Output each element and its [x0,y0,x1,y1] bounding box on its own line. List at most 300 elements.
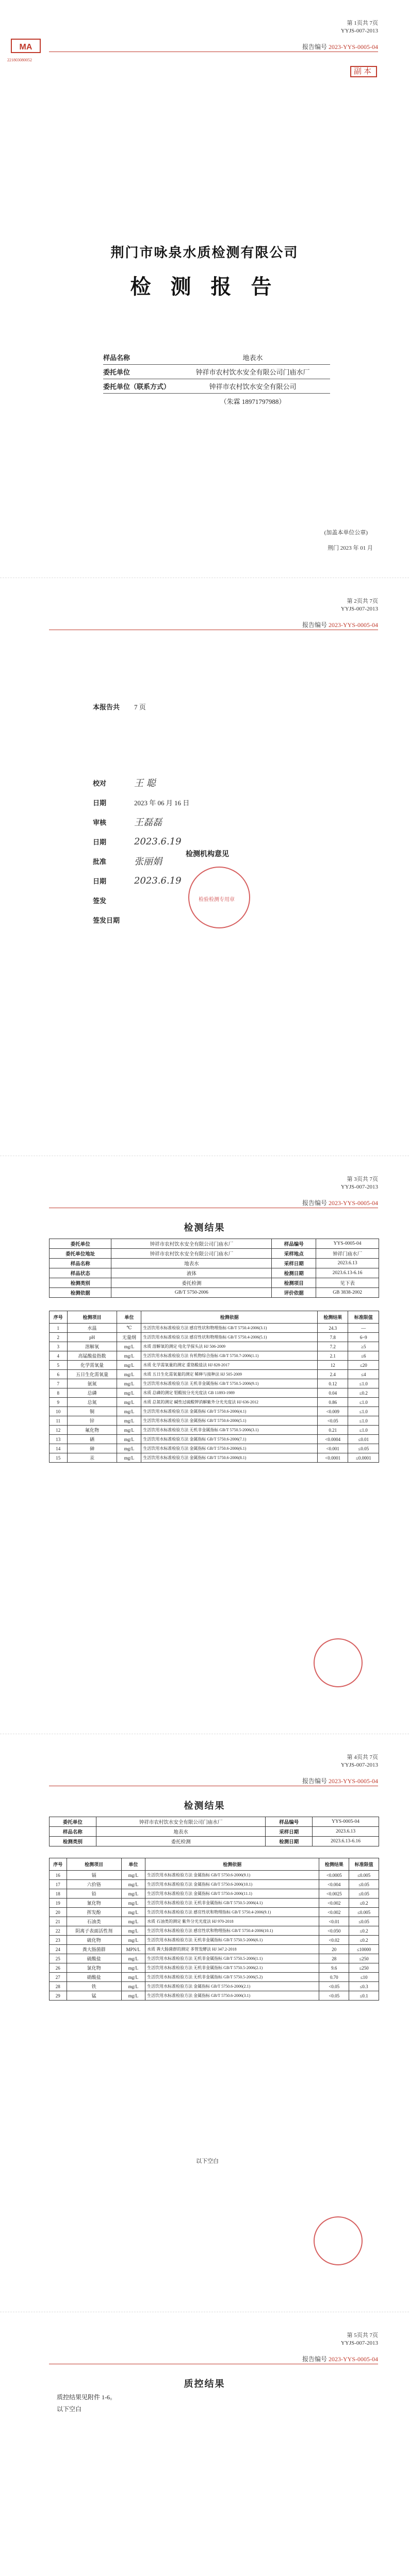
table-cell: 砷 [67,1444,117,1453]
table-row [50,1361,379,1370]
table-cell: 20 [319,1945,349,1954]
info-value: 钟祥市农村饮水安全有限公司门庙水厂 [96,1817,266,1827]
table-cell: <0.009 [318,1407,348,1416]
table-end-note: 以下空白 [196,2158,219,2164]
table-cell: 粪大肠菌群 [67,1945,121,1954]
info-value: 钟祥门庙水厂 [316,1249,379,1259]
table-cell: 12 [318,1361,348,1370]
table-row [50,1426,379,1435]
qc-line: 以下空白 [57,2405,82,2413]
table-cell: 7.8 [318,1333,348,1342]
table-cell: 生活饮用水标准检验方法 金属指标 GB/T 5750.6-2006(9.1) [145,1871,319,1880]
table-row [50,1453,379,1463]
info-value: 委托检测 [111,1278,272,1288]
table-cell: 2.4 [318,1370,348,1379]
table-cell: 六价铬 [67,1880,121,1889]
table-row [50,1982,379,1991]
table-cell: 0.86 [318,1398,348,1407]
inspection-seal [314,2216,363,2265]
table-cell: 生活饮用水标准检验方法 感官性状和物理指标 GB/T 5750.4-2006(5.1) [141,1333,318,1342]
table-cell: ≤0.05 [349,1917,379,1926]
svg-text:MA: MA [19,43,32,52]
table-row [50,1333,379,1342]
table-cell: 6~9 [348,1333,379,1342]
table-cell: 4 [50,1351,68,1361]
table-cell: 氰化物 [67,1899,121,1908]
cover-row: 委托单位（联系方式） 钟祥市农村饮水安全有限公司 [103,379,330,394]
table-cell: 生活饮用水标准检验方法 有机物综合指标 GB/T 5750.7-2006(1.1) [141,1351,318,1361]
table-cell: 21 [50,1917,67,1926]
table-row [50,1917,379,1926]
table-cell: 7.2 [318,1342,348,1351]
table-cell: 溶解氧 [67,1342,117,1351]
sig-row: 签发日期 [93,916,120,924]
table-cell: mg/L [117,1361,141,1370]
table-cell: mg/L [121,1917,145,1926]
table-row [50,1416,379,1426]
table-row [50,1926,379,1936]
table-cell: mg/L [121,1880,145,1889]
info-row [50,1278,379,1288]
inspection-seal [314,1638,363,1687]
info-value: 2023.6.13 [313,1827,379,1837]
table-cell: 9.6 [319,1963,349,1973]
column-header: 检测项目 [67,1311,117,1324]
sig-row: 日期 2023.6.19 [93,875,182,886]
table-cell: mg/L [117,1351,141,1361]
table-cell: ≤0.1 [349,1991,379,2001]
info-label: 样品编号 [272,1239,316,1249]
table-cell: <0.0025 [319,1889,349,1899]
table-cell: mg/L [117,1416,141,1426]
table-cell: 石油类 [67,1917,121,1926]
info-label: 采样地点 [272,1249,316,1259]
table-cell: 11 [50,1416,68,1426]
results-page-2 [0,1734,409,2312]
info-row [50,1259,379,1268]
table-cell: ≤0.05 [349,1880,379,1889]
table-cell: 10 [50,1407,68,1416]
table-cell: MPN/L [121,1945,145,1954]
table-cell: <0.0005 [319,1871,349,1880]
table-cell: 17 [50,1880,67,1889]
info-value: 钟祥市农村饮水安全有限公司门庙水厂 [111,1249,272,1259]
table-cell: — [348,1324,379,1333]
sig-row: 本报告共 7 页 [93,703,146,711]
table-cell: ≤0.005 [349,1871,379,1880]
table-cell: <0.004 [319,1880,349,1889]
table-cell: 水温 [67,1324,117,1333]
results-table [49,1858,379,2001]
table-row [50,1342,379,1351]
info-value: 见下表 [316,1278,379,1288]
page-indicator: 第 3页共 7页 YYJS-007-2013 [340,1176,378,1190]
table-cell: <0.050 [319,1926,349,1936]
table-cell: 0.12 [318,1379,348,1388]
table-cell: 锰 [67,1991,121,2001]
table-cell: 23 [50,1936,67,1945]
cma-logo [10,36,41,57]
table-cell: mg/L [117,1379,141,1388]
table-cell: ≤0.0001 [348,1453,379,1463]
table-cell: 铅 [67,1889,121,1899]
table-cell: mg/L [121,1926,145,1936]
table-cell: 生活饮用水标准检验方法 金属指标 GB/T 5750.6-2006(3.1) [145,1991,319,2001]
table-cell: 阴离子表面活性剂 [67,1926,121,1936]
table-cell: 28 [319,1954,349,1963]
column-header: 检测依据 [141,1311,318,1324]
table-cell: 总磷 [67,1388,117,1398]
info-value: 地表水 [111,1259,272,1268]
table-cell: mg/L [117,1370,141,1379]
column-header: 序号 [50,1311,68,1324]
info-value: 2023.6.13 [316,1259,379,1268]
table-cell: 硫酸盐 [67,1954,121,1963]
table-cell: 硒 [67,1435,117,1444]
table-cell: <0.05 [318,1416,348,1426]
info-label: 样品编号 [266,1817,313,1827]
table-cell: mg/L [117,1398,141,1407]
table-cell: 6 [50,1370,68,1379]
table-cell: mg/L [121,1889,145,1899]
table-cell: <0.0004 [318,1435,348,1444]
table-cell: 生活饮用水标准检验方法 金属指标 GB/T 5750.6-2006(8.1) [141,1453,318,1463]
table-cell: 生活饮用水标准检验方法 金属指标 GB/T 5750.6-2006(5.1) [141,1416,318,1426]
table-cell: 生活饮用水标准检验方法 金属指标 GB/T 5750.6-2006(11.1) [145,1889,319,1899]
cover-page [0,0,409,578]
table-cell: ≤0.2 [349,1926,379,1936]
sig-row: 日期 2023.6.19 [93,836,182,847]
table-row [50,1880,379,1889]
qc-content [57,2389,356,2416]
table-cell: 2.1 [318,1351,348,1361]
table-cell: 挥发酚 [67,1908,121,1917]
table-cell: 生活饮用水标准检验方法 金属指标 GB/T 5750.6-2006(2.1) [145,1982,319,1991]
info-label: 检测日期 [272,1268,316,1278]
table-cell: 18 [50,1889,67,1899]
table-cell: 27 [50,1973,67,1982]
table-cell: mg/L [121,1954,145,1963]
table-cell: ≤1.0 [348,1398,379,1407]
page-indicator: 第 1页共 7页 YYJS-007-2013 [340,20,378,34]
table-cell: 五日生化需氧量 [67,1370,117,1379]
table-cell: pH [67,1333,117,1342]
table-row [50,1908,379,1917]
table-cell: 氯化物 [67,1963,121,1973]
table-cell: 0.04 [318,1388,348,1398]
info-row [50,1827,379,1837]
table-row [50,1871,379,1880]
table-cell: 锌 [67,1416,117,1426]
table-row [50,1954,379,1963]
table-row [50,1379,379,1388]
table-cell: 无量纲 [117,1333,141,1342]
table-cell: 铜 [67,1407,117,1416]
table-cell: <0.05 [319,1991,349,2001]
info-value: 钟祥市农村饮水安全有限公司门庙水厂 [111,1239,272,1249]
table-cell: ≤0.3 [349,1982,379,1991]
special-seal-title: 检测机构意见 [186,851,229,858]
company-name: 荆门市咏泉水质检测有限公司 [110,245,299,260]
info-value: YYS-0005-04 [316,1239,379,1249]
table-cell: 29 [50,1991,67,2001]
table-row [50,1889,379,1899]
table-cell: 26 [50,1963,67,1973]
table-cell: 汞 [67,1453,117,1463]
table-row [50,1963,379,1973]
table-cell: 生活饮用水标准检验方法 无机非金属指标 GB/T 5750.5-2006(2.1) [145,1963,319,1973]
table-cell: ≤1.0 [348,1407,379,1416]
table-cell: 19 [50,1899,67,1908]
sample-info-table [49,1817,379,1846]
table-cell: ≥5 [348,1342,379,1351]
signature-page [0,578,409,1156]
table-row [50,1370,379,1379]
table-cell: <0.01 [319,1917,349,1926]
page-indicator: 第 4页共 7页 YYJS-007-2013 [340,1754,378,1768]
table-cell: 生活饮用水标准检验方法 无机非金属指标 GB/T 5750.5-2006(6.1) [145,1936,319,1945]
table-cell: <0.05 [319,1982,349,1991]
table-cell: mg/L [121,1871,145,1880]
column-header: 单位 [117,1311,141,1324]
section-title: 检测结果 [184,1223,225,1233]
table-row [50,1388,379,1398]
report-title: 检 测 报 告 [130,275,279,298]
cma-number: 221803080052 [7,58,32,62]
signature-block [93,697,189,929]
info-label: 委托单位 [50,1239,111,1249]
info-label: 样品名称 [50,1827,96,1837]
table-cell: mg/L [117,1435,141,1444]
sample-info-table [49,1239,379,1298]
info-value: YYS-0005-04 [313,1817,379,1827]
column-header: 检测项目 [67,1858,121,1871]
table-cell: 12 [50,1426,68,1435]
table-cell: 24 [50,1945,67,1954]
table-cell: ≤0.05 [349,1889,379,1899]
copy-stamp: 副本 [350,66,377,77]
table-cell: 生活饮用水标准检验方法 金属指标 GB/T 5750.6-2006(7.1) [141,1435,318,1444]
table-cell: mg/L [117,1426,141,1435]
info-label: 采样日期 [266,1827,313,1837]
table-cell: 生活饮用水标准检验方法 感官性状和物理指标 GB/T 5750.4-2006(9.1) [145,1908,319,1917]
column-header: 检测依据 [145,1858,319,1871]
table-cell: mg/L [121,1908,145,1917]
table-cell: mg/L [117,1342,141,1351]
report-number: 报告编号 2023-YYS-0005-04 [302,1777,378,1785]
info-label: 检测类别 [50,1278,111,1288]
sig-row: 签发 [93,896,107,905]
table-cell: mg/L [121,1982,145,1991]
table-cell: 0.21 [318,1426,348,1435]
table-cell: 水质 石油类的测定 紫外分光光度法 HJ 970-2018 [145,1917,319,1926]
column-header: 单位 [121,1858,145,1871]
table-cell: mg/L [117,1453,141,1463]
column-header: 序号 [50,1858,67,1871]
table-cell: 氨氮 [67,1379,117,1388]
table-cell: <0.02 [319,1936,349,1945]
table-cell: ≤1.0 [348,1416,379,1426]
table-cell: 生活饮用水标准检验方法 感官性状和物理指标 GB/T 5750.4-2006(10.1) [145,1926,319,1936]
table-cell: 生活饮用水标准检验方法 无机非金属指标 GB/T 5750.5-2006(4.1) [145,1899,319,1908]
report-number: 报告编号 2023-YYS-0005-04 [302,2355,378,2363]
table-cell: <0.002 [319,1908,349,1917]
table-cell: ≤0.2 [348,1388,379,1398]
table-cell: ℃ [117,1324,141,1333]
info-value: 委托检测 [96,1837,266,1846]
info-row [50,1249,379,1259]
info-value: GB/T 5750-2006 [111,1288,272,1298]
cover-row: （朱霖 18971797988） [220,398,286,405]
section-title: 检测结果 [184,1801,225,1811]
table-cell: 5 [50,1361,68,1370]
results-page-1 [0,1156,409,1734]
info-row [50,1817,379,1827]
info-label: 检测类别 [50,1837,96,1846]
table-cell: ≤20 [348,1361,379,1370]
info-label: 检测项目 [272,1278,316,1288]
table-row [50,1444,379,1453]
table-cell: 22 [50,1926,67,1936]
info-value: 2023.6.13-6.16 [316,1268,379,1278]
table-cell: 0.70 [319,1973,349,1982]
report-number: 报告编号 2023-YYS-0005-04 [302,1199,378,1207]
table-cell: 生活饮用水标准检验方法 无机非金属指标 GB/T 5750.5-2006(1.1) [145,1954,319,1963]
table-cell: 13 [50,1435,68,1444]
info-label: 评价依据 [272,1288,316,1298]
table-cell: 生活饮用水标准检验方法 感官性状和物理指标 GB/T 5750.4-2006(3.1) [141,1324,318,1333]
info-label: 采样日期 [272,1259,316,1268]
table-row [50,1398,379,1407]
table-cell: 高锰酸盐指数 [67,1351,117,1361]
table-row [50,1435,379,1444]
table-cell: 14 [50,1444,68,1453]
info-label: 委托单位 [50,1817,96,1827]
table-cell: ≤250 [349,1954,379,1963]
info-label: 样品名称 [50,1259,111,1268]
info-label: 检测依据 [50,1288,111,1298]
table-cell: 水质 总氮的测定 碱性过硫酸钾消解紫外分光光度法 HJ 636-2012 [141,1398,318,1407]
table-cell: ≤0.2 [349,1899,379,1908]
table-cell: 20 [50,1908,67,1917]
section-title: 质控结果 [184,2379,225,2389]
table-cell: ≤4 [348,1370,379,1379]
sig-row: 日期 2023 年 06 月 16 日 [93,799,190,807]
report-number: 报告编号 2023-YYS-0005-04 [302,43,378,50]
page-indicator: 第 2页共 7页 YYJS-007-2013 [340,598,378,612]
table-row [50,1351,379,1361]
table-cell: ≤0.05 [348,1444,379,1453]
column-header: 检测结果 [318,1311,348,1324]
column-header: 检测结果 [319,1858,349,1871]
cover-footer: 荆门 2023 年 01 月 [328,545,373,551]
table-cell: <0.002 [319,1899,349,1908]
column-header: 标准限值 [348,1311,379,1324]
info-row [50,1268,379,1278]
table-cell: <0.001 [318,1444,348,1453]
table-cell: ≤6 [348,1351,379,1361]
table-row [50,1945,379,1954]
table-cell: 生活饮用水标准检验方法 金属指标 GB/T 5750.6-2006(10.1) [145,1880,319,1889]
info-row [50,1239,379,1249]
table-cell: ≤0.005 [349,1908,379,1917]
table-row [50,1407,379,1416]
table-cell: ≤10 [349,1973,379,1982]
info-row [50,1288,379,1298]
page-indicator: 第 5页共 7页 YYJS-007-2013 [340,2332,378,2346]
table-row [50,1324,379,1333]
cover-info [103,350,330,408]
table-cell: 硝酸盐 [67,1973,121,1982]
table-cell: 28 [50,1982,67,1991]
sig-row: 批准 张丽娟 [93,856,162,867]
info-value: 液体 [111,1268,272,1278]
seal-text: 检验检测专用章 [199,897,235,903]
table-cell: mg/L [117,1444,141,1453]
table-cell: <0.0001 [318,1453,348,1463]
sig-row: 审核 王磊磊 [93,817,162,828]
table-cell: 水质 粪大肠菌群的测定 多管发酵法 HJ 347.2-2018 [145,1945,319,1954]
table-cell: mg/L [121,1899,145,1908]
info-label: 检测日期 [266,1837,313,1846]
table-cell: ≤0.01 [348,1435,379,1444]
qc-line: 质控结果见附件 1-6。 [57,2394,116,2401]
table-cell: mg/L [117,1388,141,1398]
results-table [49,1311,379,1463]
table-cell: 水质 溶解氧的测定 电化学探头法 HJ 506-2009 [141,1342,318,1351]
table-cell: 1 [50,1324,68,1333]
report-number: 报告编号 2023-YYS-0005-04 [302,621,378,629]
table-cell: 氟化物 [67,1426,117,1435]
info-value: 地表水 [96,1827,266,1837]
table-cell: ≤10000 [349,1945,379,1954]
table-cell: 15 [50,1453,68,1463]
table-cell: 25 [50,1954,67,1963]
info-value: 2023.6.13-6.16 [313,1837,379,1846]
table-cell: 镉 [67,1871,121,1880]
table-cell: 2 [50,1333,68,1342]
table-cell: 生活饮用水标准检验方法 无机非金属指标 GB/T 5750.5-2006(9.1) [141,1379,318,1388]
table-cell: 24.3 [318,1324,348,1333]
table-cell: mg/L [121,1963,145,1973]
table-cell: mg/L [117,1407,141,1416]
table-cell: 水质 化学需氧量的测定 重铬酸盐法 HJ 828-2017 [141,1361,318,1370]
column-header: 标准限值 [349,1858,379,1871]
table-cell: 水质 总磷的测定 钼酸铵分光光度法 GB 11893-1989 [141,1388,318,1398]
table-cell: mg/L [121,1991,145,2001]
table-cell: ≤0.2 [349,1936,379,1945]
table-cell: 9 [50,1398,68,1407]
qc-page [0,2312,409,2576]
info-label: 委托单位地址 [50,1249,111,1259]
info-value: GB 3838-2002 [316,1288,379,1298]
table-cell: 硫化物 [67,1936,121,1945]
table-cell: 化学需氧量 [67,1361,117,1370]
info-row [50,1837,379,1846]
table-row [50,1991,379,2001]
stamp-note: (加盖本单位公章) [324,530,368,536]
table-cell: 3 [50,1342,68,1351]
table-cell: 水质 五日生化需氧量的测定 稀释与接种法 HJ 505-2009 [141,1370,318,1379]
table-cell: ≤1.0 [348,1426,379,1435]
table-cell: 7 [50,1379,68,1388]
sig-row: 校对 王 聪 [93,778,156,789]
table-cell: 16 [50,1871,67,1880]
table-cell: 生活饮用水标准检验方法 无机非金属指标 GB/T 5750.5-2006(3.1) [141,1426,318,1435]
table-cell: 8 [50,1388,68,1398]
table-row [50,1936,379,1945]
table-cell: 生活饮用水标准检验方法 无机非金属指标 GB/T 5750.5-2006(5.2) [145,1973,319,1982]
